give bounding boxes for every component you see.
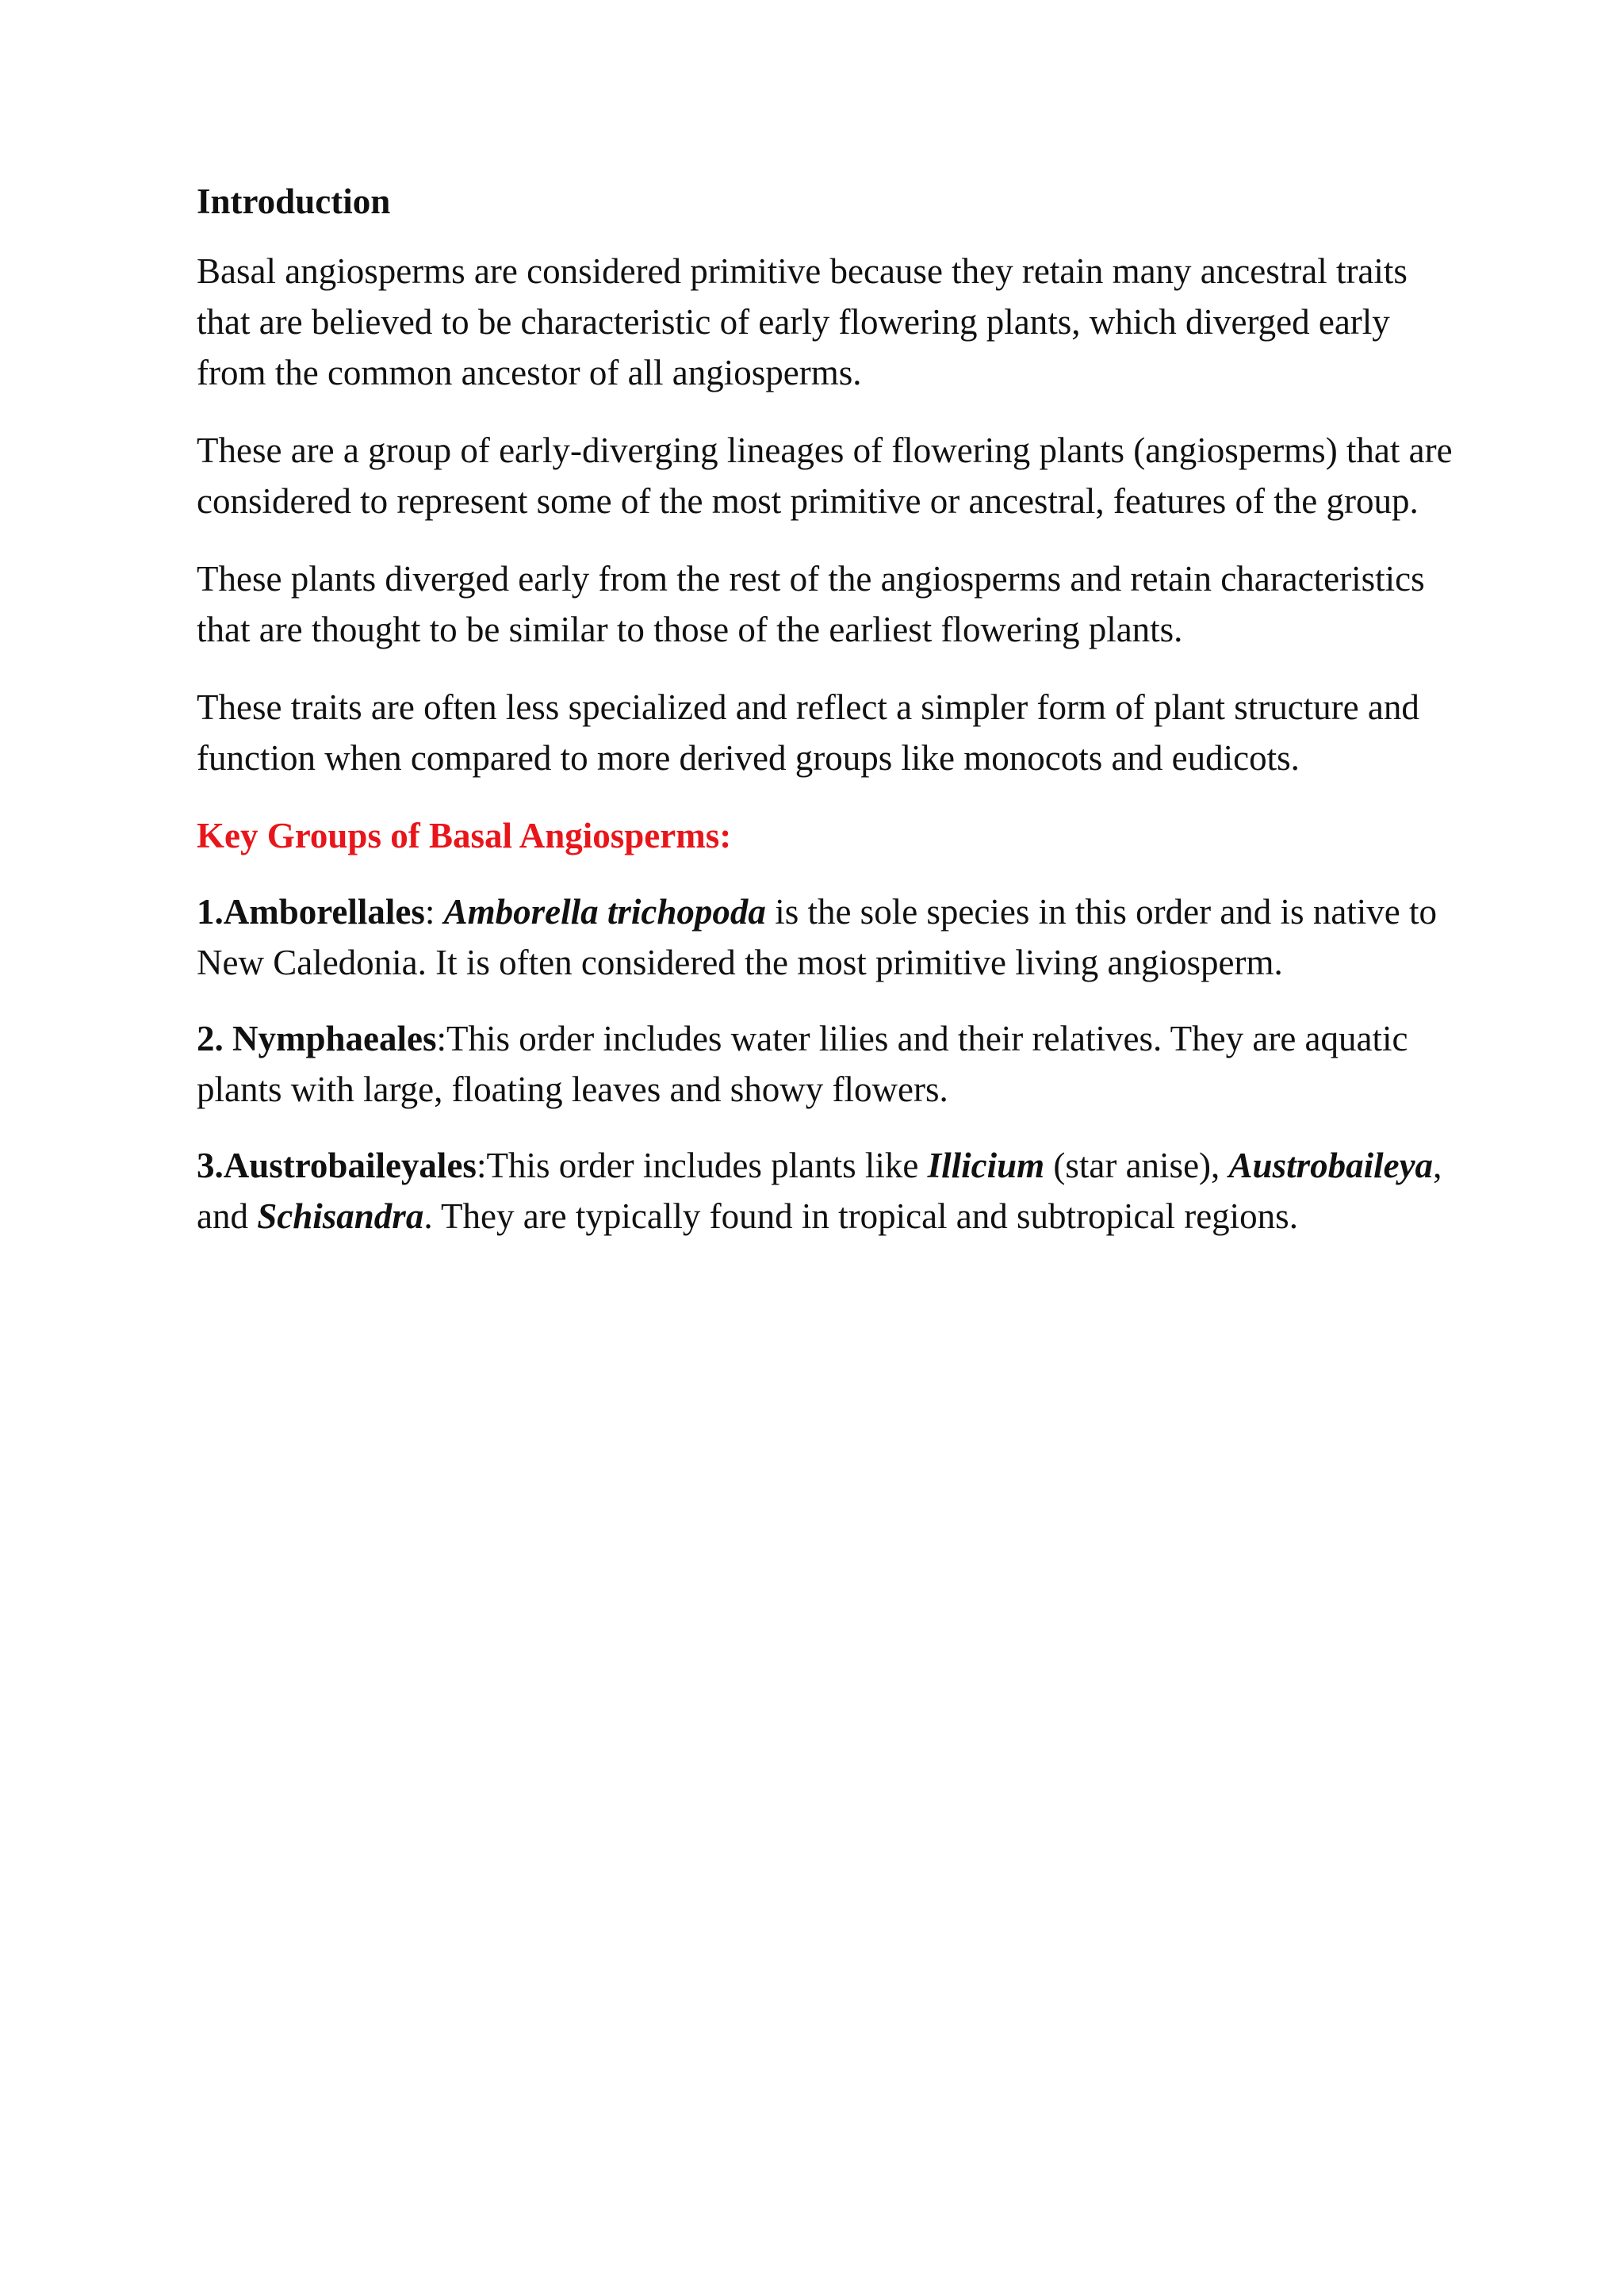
document-page: [197, 176, 1465, 1267]
group-text: , and: [197, 1146, 1442, 1236]
genus-name: Illicium: [927, 1146, 1045, 1185]
group-separator: :: [476, 1146, 487, 1185]
group-title: 3.Austrobaileyales: [197, 1146, 477, 1185]
group-item-amborellales: [197, 886, 1465, 988]
group-title: 2. Nymphaeales: [197, 1019, 437, 1058]
intro-paragraph-1: Basal angiosperms are considered primitive because they retain many ancestral traits that are believed to be characteristic of early flowering plants, which diverged early from the common ancestor of all angiosperms.: [197, 251, 1408, 392]
group-title: 1.Amborellales: [197, 892, 425, 932]
group-text: is the sole species in this order and is native to New Caledonia. It is often considered the most primitive living angiosperm.: [197, 892, 1438, 982]
group-separator: :: [424, 892, 444, 932]
group-text: . They are typically found in tropical and subtropical regions.: [423, 1196, 1298, 1236]
section-heading: Introduction: [197, 182, 391, 221]
group-item-nymphaeales: [197, 1013, 1465, 1115]
group-text: (star anise),: [1044, 1146, 1229, 1185]
genus-name: Schisandra: [257, 1196, 424, 1236]
genus-name: Austrobaileya: [1228, 1146, 1434, 1185]
group-text: This order includes plants like: [486, 1146, 928, 1185]
species-name: Amborella trichopoda: [443, 892, 766, 932]
intro-paragraph-2: These are a group of early-diverging lineages of flowering plants (angiosperms) that are considered to represent some of the most primitive or ancestral, features of the group.: [197, 430, 1453, 521]
intro-paragraph-3: These plants diverged early from the rest of the angiosperms and retain characteristics that are thought to be similar to those of the earliest flowering plants.: [197, 559, 1425, 649]
group-separator: :: [436, 1019, 447, 1058]
intro-paragraph-4: These traits are often less specialized and reflect a simpler form of plant structure and function when compared to more derived groups like monocots and eudicots.: [197, 687, 1419, 778]
key-groups-heading: Key Groups of Basal Angiosperms:: [197, 816, 732, 855]
group-text: This order includes water lilies and their relatives. They are aquatic plants with large, floating leaves and showy flowers.: [197, 1019, 1408, 1109]
group-item-austrobaileyales: [197, 1140, 1465, 1242]
